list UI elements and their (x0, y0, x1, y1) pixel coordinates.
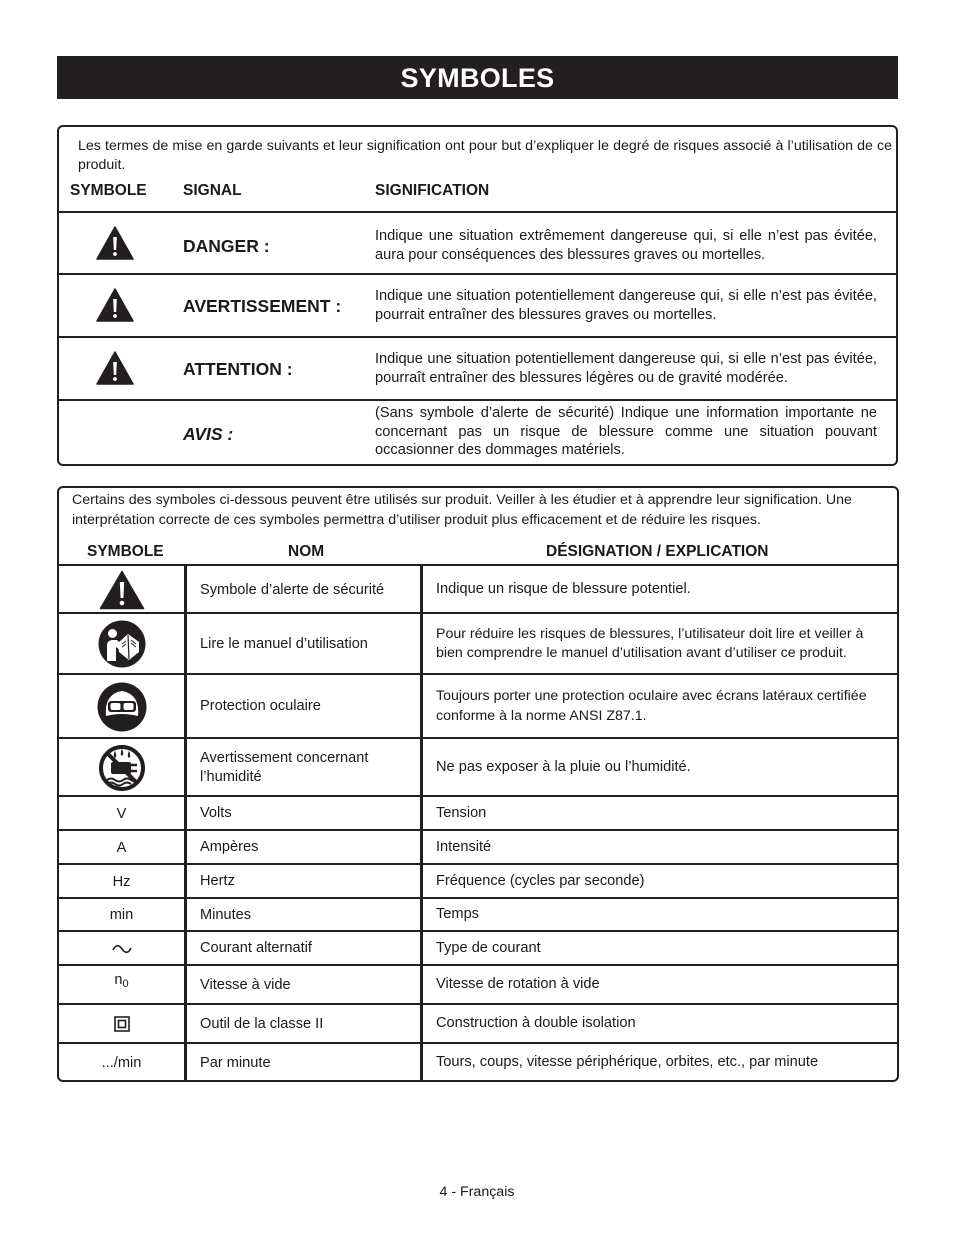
explanation-cell: Toujours porter une protection oculaire avec écrans latéraux certifiée conforme à la norme ANSI Z87.1. (436, 688, 867, 724)
explanation-cell: Type de courant (436, 939, 541, 956)
symbol-cell (59, 675, 184, 738)
symbols-table (57, 486, 899, 1082)
safety-alert-triangle-icon (96, 351, 134, 385)
page-title: SYMBOLES (57, 56, 898, 99)
name-cell: Protection oculaire (184, 675, 423, 738)
symbol-cell: V (116, 805, 127, 822)
name-cell: Ampères (184, 831, 423, 864)
signal-description: Indique une situation potentiellement dangereuse qui, si elle n’est pas évitée, pourrait entraîner des blessures graves ou mortelles. (375, 288, 877, 323)
table-row (59, 930, 897, 965)
name-cell: Lire le manuel d’utilisation (184, 614, 423, 674)
signal-label: AVIS : (183, 424, 234, 444)
explanation-cell: Construction à double isolation (436, 1015, 636, 1032)
name-cell: Hertz (184, 865, 423, 898)
safety-alert-triangle-icon (96, 288, 134, 322)
signal-row-notice (59, 399, 896, 466)
signal-label: DANGER : (183, 236, 270, 256)
explanation-cell: Temps (436, 906, 479, 923)
symbol-cell: Hz (112, 873, 131, 890)
name-cell: Minutes (184, 899, 423, 931)
signal-intro: Les termes de mise en garde suivants et leur signification ont pour but d’expliquer le degré de risques associé à l’utilisation de ce produit. (78, 138, 892, 173)
name-cell: Vitesse à vide (184, 966, 423, 1004)
alternating-current-icon (111, 942, 133, 956)
table-row (59, 564, 897, 614)
signal-row-danger (59, 211, 896, 274)
table-row (59, 829, 897, 864)
symbol-cell: .../min (101, 1055, 142, 1071)
signal-description: Indique une situation potentiellement dangereuse qui, si elle n’est pas évitée, pourraît entraîner des blessures légères ou de gravité modérée. (375, 351, 877, 386)
explanation-cell: Vitesse de rotation à vide (436, 976, 600, 993)
signal-row-caution (59, 336, 896, 399)
signal-label: ATTENTION : (183, 359, 293, 379)
symbol-cell: min (109, 907, 134, 923)
header-designation: DÉSIGNATION / EXPLICATION (546, 543, 769, 560)
signal-label: AVERTISSEMENT : (183, 296, 342, 316)
explanation-cell: Ne pas exposer à la pluie ou l’humidité. (436, 758, 691, 775)
header-signal: SIGNAL (183, 182, 242, 199)
explanation-cell: Pour réduire les risques de blessures, l’utilisateur doit lire et veiller à bien comprendre le manuel d’utilisation avant d’utiliser ce produit. (436, 625, 864, 661)
read-manual-icon (98, 620, 146, 668)
signal-row-warning (59, 273, 896, 336)
symbol-text: $n_0$ (114, 972, 129, 990)
header-name: NOM (288, 543, 325, 560)
header-meaning: SIGNIFICATION (375, 182, 490, 199)
table-row (59, 737, 897, 796)
table-row (59, 795, 897, 830)
signal-words-table (57, 125, 898, 466)
name-cell: Symbole d’alerte de sécurité (184, 566, 423, 614)
safety-alert-triangle-icon (96, 226, 134, 260)
table-row (59, 673, 897, 738)
symbol-cell (59, 739, 184, 796)
symbol-cell (59, 966, 184, 1004)
eye-protection-icon (97, 682, 147, 732)
table-row (59, 612, 897, 674)
table-row (59, 1042, 897, 1082)
wet-conditions-icon (98, 744, 146, 792)
table-row (59, 897, 897, 931)
symbol-cell (59, 614, 184, 674)
symbol-cell: A (116, 839, 127, 856)
header-symbol: SYMBOLE (70, 182, 147, 199)
safety-alert-triangle-icon (99, 570, 145, 610)
symbol-cell (59, 932, 184, 965)
signal-description: Indique une situation extrêmement dangereuse qui, si elle n’est pas évitée, aura pour conséquences des blessures graves ou mortelles. (375, 228, 877, 263)
name-cell: Avertissement concernant l’humidité (184, 739, 423, 796)
explanation-cell: Fréquence (cycles par seconde) (436, 872, 645, 889)
header-symbol: SYMBOLE (87, 543, 164, 560)
explanation-cell: Intensité (436, 838, 492, 855)
name-cell: Outil de la classe II (184, 1005, 423, 1043)
symbol-cell (59, 1005, 184, 1043)
table-row (59, 1003, 897, 1043)
table-row (59, 863, 897, 898)
class-ii-tool-icon (114, 1016, 130, 1032)
symbols-intro: Certains des symboles ci-dessous peuvent être utilisés sur produit. Veiller à les étudier et à apprendre leur signification. Une interprétation correcte de ces symboles permettra d’utiliser produit plus efficacement et de réduire les risques. (72, 492, 852, 528)
signal-description: (Sans symbole d’alerte de sécurité) Indique une information importante ne concernant pas un risque de blessure comme une situation pouvant occasionner des dommages matériels. (375, 405, 877, 458)
name-cell: Par minute (184, 1044, 423, 1082)
page-footer: 4 - Français (439, 1184, 515, 1200)
name-cell: Volts (184, 797, 423, 830)
explanation-cell: Indique un risque de blessure potentiel. (436, 581, 691, 598)
explanation-cell: Tension (436, 804, 487, 821)
name-cell: Courant alternatif (184, 932, 423, 965)
table-row (59, 964, 897, 1004)
symbol-cell (59, 566, 184, 614)
explanation-cell: Tours, coups, vitesse périphérique, orbites, etc., par minute (436, 1054, 819, 1071)
